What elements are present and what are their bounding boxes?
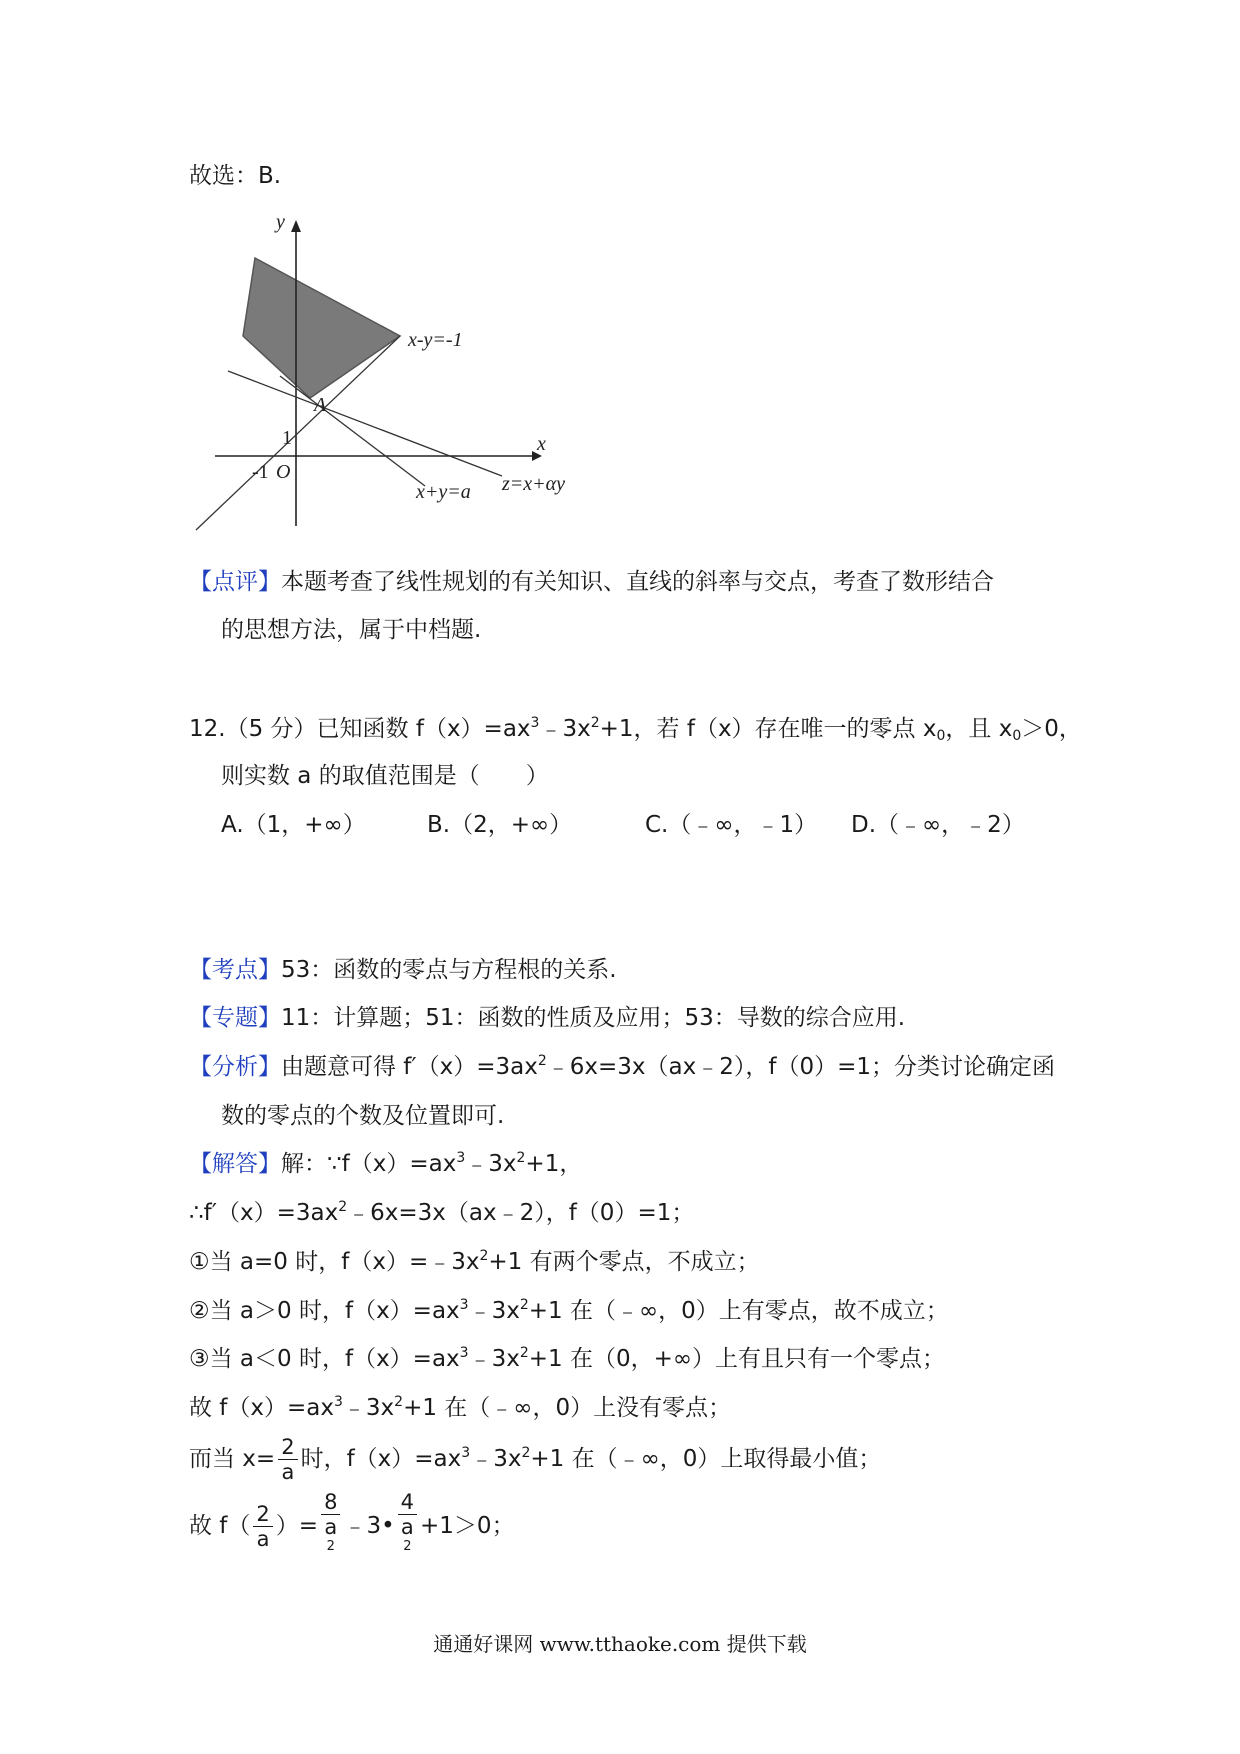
kaodian-line: 【考点】53：函数的零点与方程根的关系. (189, 957, 617, 983)
feasible-region (243, 258, 400, 398)
fenxi-line-1: 【分析】由题意可得 $f'(x)=3ax^2﹣6x=3x(ax﹣2)$，f（0）=1；分类讨论确定函 (189, 1053, 1056, 1080)
conclusion-text: 故选：B. (189, 163, 282, 189)
y-axis-label: y (276, 211, 285, 233)
review-text-1: 本题考查了线性规划的有关知识、直线的斜率与交点，考查了数形结合 (281, 569, 994, 595)
fraction-4-over-a-squared: 4 a $^2$ (398, 1490, 417, 1563)
linear-programming-graph (180, 208, 600, 538)
option-d[interactable]: D.（﹣∞，﹣2） (851, 812, 1025, 838)
option-a[interactable]: A.（1，+∞） (221, 812, 366, 838)
line2-label: x+y=a (416, 481, 471, 503)
zhuanti-line: 【专题】11：计算题；51：函数的性质及应用；53：导数的综合应用. (189, 1005, 906, 1031)
question-score: （5 分） (225, 716, 317, 742)
option-c[interactable]: C.（﹣∞，﹣1） (645, 812, 818, 838)
fraction-2-over-a: $\frac{2}{a}$ (253, 1502, 272, 1551)
tick-neg-one-label: -1 (252, 461, 269, 483)
line3-label: z=x+αy (502, 473, 566, 495)
tick-one-label: 1 (282, 427, 292, 449)
point-a-label: A (314, 394, 327, 416)
line-x-plus-y (280, 376, 425, 486)
y-axis-arrow (291, 220, 301, 232)
jieda-line-7: 而当 x= $\frac{2}{a}$ 时，$f(x)=ax^3﹣3x^2+1$ 在（﹣∞，0）上取得最小值； (189, 1435, 882, 1484)
question-line-2: 则实数 a 的取值范围是（ ） (221, 763, 549, 789)
option-b[interactable]: B.（2，+∞） (427, 812, 573, 838)
review-line-2: 的思想方法，属于中档题. (221, 617, 482, 643)
fraction-8-over-a-squared: 8 a $^2$ (321, 1490, 340, 1563)
jieda-line-2: $\therefore f'(x)=3ax^2﹣6x=3x(ax﹣2)$，f（0）=1； (189, 1199, 695, 1226)
fenxi-tag: 【分析】 (189, 1054, 281, 1080)
jieda-line-1: 【解答】解：$\because f(x)=ax^3﹣3x^2+1$， (189, 1150, 583, 1177)
fraction-2-over-a: $\frac{2}{a}$ (278, 1435, 297, 1484)
jieda-line-8: 故 f（ $\frac{2}{a}$ ）= 8 a $^2$ ﹣3• 4 a $^2$ +1＞0； (189, 1490, 515, 1563)
jieda-line-6: 故 $f(x)=ax^3﹣3x^2+1$ 在（﹣∞，0）上没有零点； (189, 1394, 732, 1421)
line1-label: x-y=-1 (408, 329, 463, 351)
jieda-line-5: ③当 a＜0 时，$f(x)=ax^3﹣3x^2+1$ 在（0，+∞）上有且只有一个零点； (189, 1345, 946, 1372)
jieda-line-3: ①当 a=0 时，$f(x)=﹣3x^2+1$ 有两个零点，不成立； (189, 1248, 760, 1275)
fenxi-line-2: 数的零点的个数及位置即可. (221, 1103, 505, 1129)
review-tag: 【点评】 (189, 569, 281, 595)
x-axis-label: x (537, 433, 546, 455)
zhuanti-tag: 【专题】 (189, 1005, 281, 1031)
question-line-1: 12.（5 分）已知函数 $f(x)=ax^3﹣3x^2+1$，若 f（x）存在唯一的零点 $x_0$，且 $x_0>0$， (189, 715, 1082, 744)
page-footer: 通通好课网 www.tthaoke.com 提供下载 (433, 1632, 807, 1656)
origin-label: O (276, 461, 291, 483)
jieda-tag: 【解答】 (189, 1151, 281, 1177)
review-line-1 (189, 566, 994, 598)
kaodian-tag: 【考点】 (189, 957, 281, 983)
jieda-line-4: ②当 a＞0 时，$f(x)=ax^3﹣3x^2+1$ 在（﹣∞，0）上有零点，故不成立； (189, 1297, 949, 1324)
question-number: 12. (189, 716, 226, 742)
